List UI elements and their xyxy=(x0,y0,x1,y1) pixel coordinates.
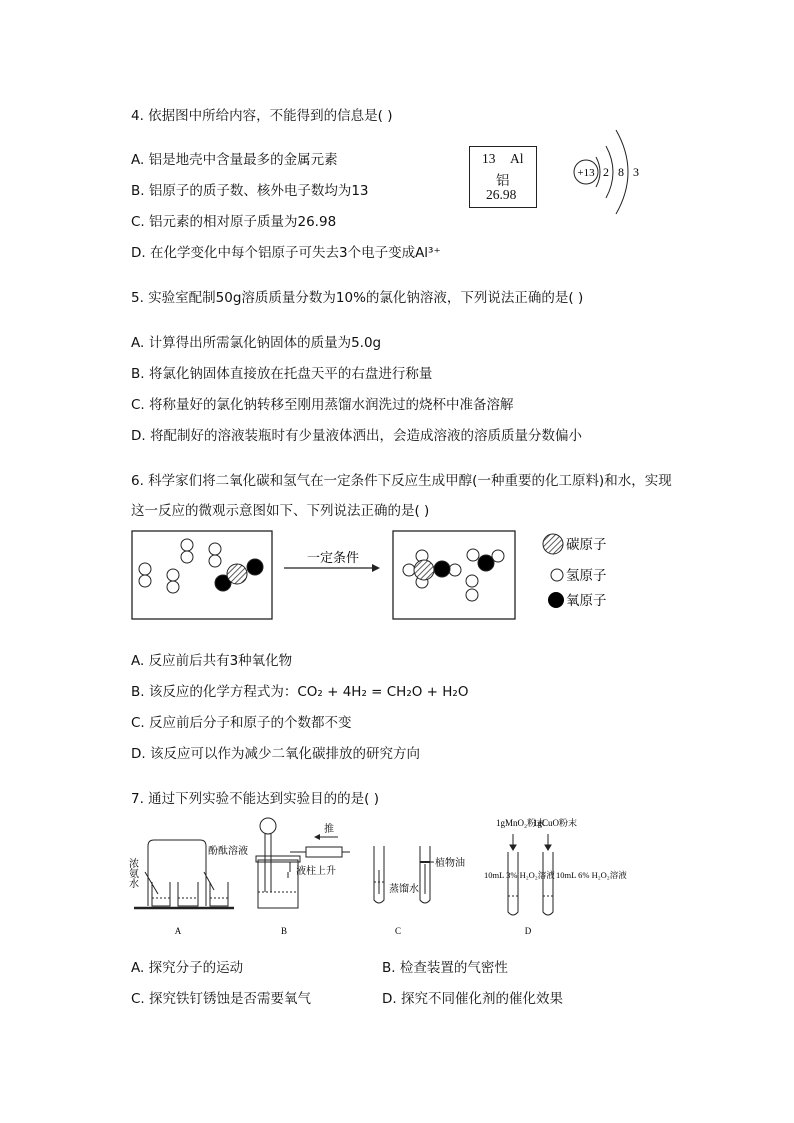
q7-experiment-figures xyxy=(126,812,627,940)
q5-stem: 5. 实验室配制50g溶质质量分数为10%的氯化钠溶液，下列说法正确的是( ) xyxy=(131,290,584,306)
product-molecules xyxy=(403,549,504,601)
element-symbol: Al xyxy=(510,151,524,166)
shell-2-count: 8 xyxy=(618,165,624,179)
legend xyxy=(543,534,607,609)
reaction-micro-diagram xyxy=(128,526,628,626)
q6-stem-line2: 这一反应的微观示意图如下、下列说法正确的是( ) xyxy=(131,503,430,519)
legend-carbon: 碳原子 xyxy=(566,537,607,553)
fig-d-sol1: 10mL 3% H₂O₂溶液 xyxy=(484,870,555,880)
q6-option-a: A. 反应前后共有3种氧化物 xyxy=(131,653,293,669)
q7-option-c: C. 探究铁钉锈蚀是否需要氧气 xyxy=(131,991,312,1007)
q5-option-b: B. 将氯化钠固体直接放在托盘天平的右盘进行称量 xyxy=(131,366,433,382)
q6-stem-line1: 6. 科学家们将二氧化碳和氢气在一定条件下反应生成甲醇(一种重要的化工原料)和水，实现 xyxy=(131,473,672,489)
legend-carbon-icon xyxy=(543,534,563,554)
q4-stem: 4. 依据图中所给内容，不能得到的信息是( ) xyxy=(131,108,393,124)
shell-1-count: 2 xyxy=(603,165,609,179)
legend-hydrogen: 氢原子 xyxy=(566,568,607,584)
fig-c-water: 蒸馏水 xyxy=(389,884,419,895)
q6-option-d: D. 该反应可以作为减少二氧化碳排放的研究方向 xyxy=(131,746,420,762)
legend-oxygen: 氧原子 xyxy=(566,593,607,609)
atom-structure-diagram xyxy=(566,124,646,220)
q4-option-c: C. 铝元素的相对原子质量为26.98 xyxy=(131,214,337,230)
legend-oxygen-icon xyxy=(548,592,564,608)
fig-b-apparatus xyxy=(256,818,350,908)
q7-option-b: B. 检查装置的气密性 xyxy=(382,960,508,976)
fig-a-letter: A xyxy=(174,926,182,936)
bell-jar xyxy=(148,840,206,906)
fig-d-letter: D xyxy=(524,926,532,936)
q7-option-d: D. 探究不同催化剂的催化效果 xyxy=(382,991,563,1007)
q4-option-b: B. 铝原子的质子数、核外电子数均为13 xyxy=(131,183,369,199)
fig-a-label1: 浓氨水 xyxy=(126,858,138,888)
fig-b-letter: B xyxy=(280,926,288,936)
q4-option-d: D. 在化学变化中每个铝原子可失去3个电子变成Al³⁺ xyxy=(131,245,441,261)
element-mass: 26.98 xyxy=(486,187,517,202)
element-card xyxy=(469,146,537,208)
fig-d-powder2: 1gCuO粉末 xyxy=(533,818,578,828)
q6-option-c: C. 反应前后分子和原子的个数都不变 xyxy=(131,715,352,731)
q5-option-c: C. 将称量好的氯化钠转移至刚用蒸馏水润洗过的烧杯中准备溶解 xyxy=(131,397,514,413)
q7-stem: 7. 通过下列实验不能达到实验目的的是( ) xyxy=(131,791,379,807)
q5-option-d: D. 将配制好的溶液装瓶时有少量液体洒出，会造成溶液的溶质质量分数偏小 xyxy=(131,428,582,444)
reactants-box xyxy=(132,531,272,619)
legend-hydrogen-icon xyxy=(551,569,563,581)
q4-option-a: A. 铝是地壳中含量最多的金属元素 xyxy=(131,152,338,168)
reactant-molecules xyxy=(139,539,263,593)
nucleus-charge: +13 xyxy=(577,167,595,179)
fig-c-oil: 植物油 xyxy=(435,858,465,869)
fig-c-letter: C xyxy=(394,926,402,936)
q5-option-a: A. 计算得出所需氯化钠固体的质量为5.0g xyxy=(131,335,382,351)
arrow-condition-label: 一定条件 xyxy=(306,551,360,566)
q6-option-b: B. 该反应的化学方程式为：CO₂ + 4H₂ = CH₂O + H₂O xyxy=(131,684,469,700)
fig-a-label2: 酚酞溶液 xyxy=(208,846,248,857)
q7-option-a: A. 探究分子的运动 xyxy=(131,960,244,976)
shell-3-count: 3 xyxy=(633,165,639,179)
fig-d-powder1: 1gMnO₂粉末 xyxy=(496,818,546,828)
fig-d-sol2: 10mL 6% H₂O₂溶液 xyxy=(556,870,627,880)
fig-b-push: 推 xyxy=(324,824,334,835)
element-number: 13 xyxy=(482,151,496,166)
element-name: 铝 xyxy=(496,173,510,189)
fig-b-label: 液柱上升 xyxy=(296,866,336,877)
